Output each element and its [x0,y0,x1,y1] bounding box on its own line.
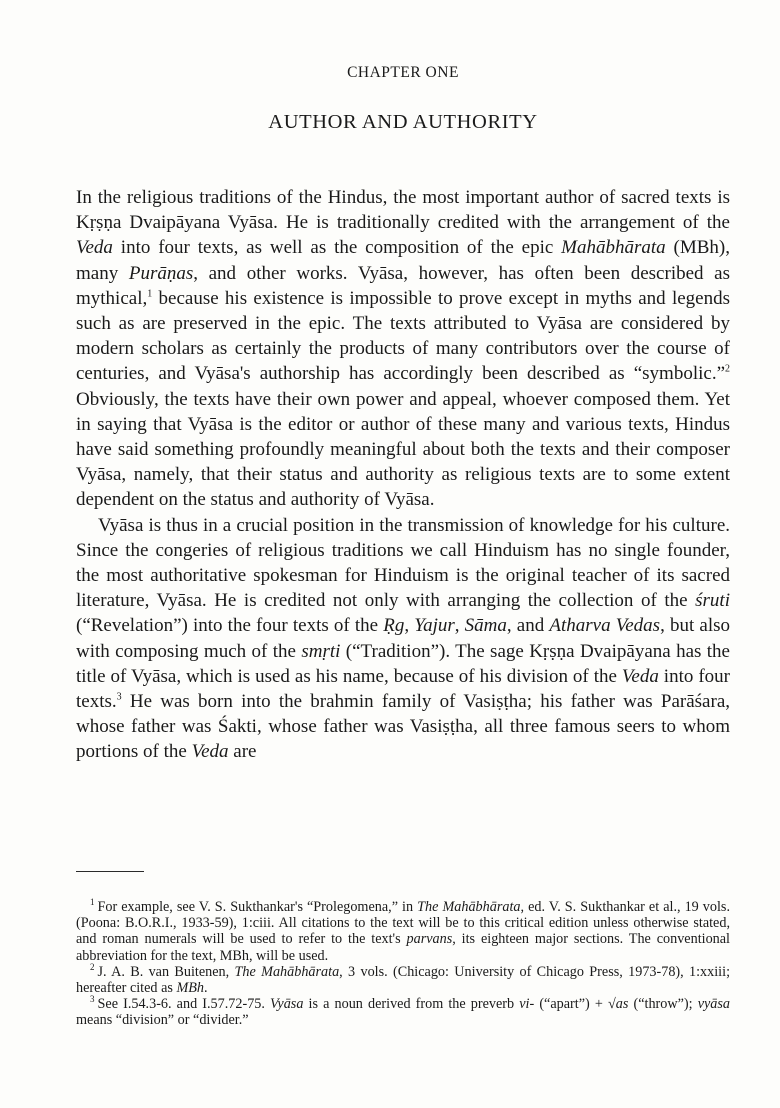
text-run: See I.54.3-6. and I.57.72-75. [97,996,271,1013]
text-run: are [228,741,257,763]
paragraph-1 [76,185,730,513]
italic-term: Veda [621,665,659,687]
text-run: because his existence is impossible to prove except in myths and legends such as are preserved in the epic. The texts attributed to Vyāsa are considered by modern scholars as certainly the products of many contributors over the course of centuries, and Vyāsa's authorship has accordingly been described as “symbolic.” [76,287,730,385]
footnote-3 [76,996,730,1028]
text-run: , and other works. Vyāsa, however, has often been described as mythical, [76,262,730,309]
italic-term: The Mahābhārata [234,963,340,980]
text-run: , its eighteen major sections. The conventional abbreviation for the text, MBh, will be used. [76,931,731,964]
italic-term: vyāsa [697,996,730,1013]
text-run: , but also with composing much of the [76,615,731,662]
italic-term: smṛti [301,640,341,662]
footnote-reference: 2 [725,364,730,376]
chapter-title: AUTHOR AND AUTHORITY [268,111,538,133]
text-run: , ed. V. S. Sukthankar et al., 19 vols. (Poona: B.O.R.I., 1933-59), 1:ciii. All citations to the text will be to this critical edition unless otherwise stated, and roman numerals will be used to refer to the text's [76,899,730,948]
text-run: (“Tradition”). The sage Kṛṣṇa Dvaipāyana has the title of Vyāsa, which is used as his name, because of his division of the [76,640,730,687]
paragraph-2 [76,513,730,765]
italic-term: śruti [695,590,730,612]
italic-term: Purāṇas [128,262,194,284]
italic-term: MBh [176,980,205,997]
italic-term: Mahābhārata [561,237,666,259]
italic-term: Veda [76,237,113,259]
italic-term: Yajur [414,615,455,637]
text-run: , 3 vols. (Chicago: University of Chicago Press, 1973-78), 1:xxiii; hereafter cited as [76,963,731,997]
text-run: , and [506,615,550,637]
text-run: Obviously, the texts have their own power and appeal, whoever composed them. Yet in saying that Vyāsa is the editor or author of these many and various texts, Hindus have said something profoundly meaningful about both the texts and their composer Vyāsa, namely, that their status and authority as religious texts are to some extent dependent on the status and authority of Vyāsa. [76,388,730,511]
text-run: (MBh), many [76,237,730,284]
footnote-reference: 3 [116,691,122,703]
italic-term: Vyāsa [270,996,304,1013]
footnotes [76,899,730,1029]
text-run: (“apart”) + √ [534,996,616,1013]
footnote-rule [76,871,144,872]
body-text [76,185,730,765]
text-run: is a noun derived from the preverb [303,996,520,1013]
footnote-number: 3 [90,994,95,1005]
text-run: . [204,980,208,997]
italic-term: Atharva Vedas [549,615,661,637]
chapter-label: CHAPTER ONE [347,64,459,81]
italic-term: as [615,996,629,1013]
text-run: into four texts. [76,665,730,713]
text-run: In the religious traditions of the Hindus, the most important author of sacred texts is Kṛṣṇa Dvaipāyana Vyāsa. He is traditionally credited with the arrangement of the [76,187,730,234]
text-run: Vyāsa is thus in a crucial position in the transmission of knowledge for his culture. Since the congeries of religious traditions we call Hinduism has no single founder, the most authoritative spokesman for Hinduism is the original teacher of its sacred literature, Vyāsa. He is credited not only with arranging the collection of the [76,514,730,612]
footnote-2 [76,964,730,996]
text-run: means “division” or “divider.” [76,1012,249,1029]
italic-term: vi- [519,996,535,1013]
text-run: , [454,615,465,637]
footnote-number: 1 [90,897,95,908]
footnote-1 [76,899,730,964]
text-run: into four texts, as well as the composition of the epic [112,237,562,259]
text-run: (“throw”); [628,996,698,1013]
footnote-reference: 1 [147,288,153,300]
italic-term: Veda [191,741,229,763]
italic-term: The Mahābhārata [417,899,521,915]
italic-term: Ṛg [383,615,405,637]
footnote-number: 2 [90,962,95,973]
text-run: , [404,615,415,637]
text-run: (“Revelation”) into the four texts of the [76,615,384,637]
text-run: J. A. B. van Buitenen, [97,963,235,980]
italic-term: Sāma [464,615,507,637]
italic-term: parvans [406,931,453,948]
text-run: He was born into the brahmin family of Vasiṣṭha; his father was Parāśara, whose father was Śakti, whose father was Vasiṣṭha, all three famous seers to whom portions of the [76,691,730,763]
text-run: For example, see V. S. Sukthankar's “Prolegomena,” in [97,899,418,915]
